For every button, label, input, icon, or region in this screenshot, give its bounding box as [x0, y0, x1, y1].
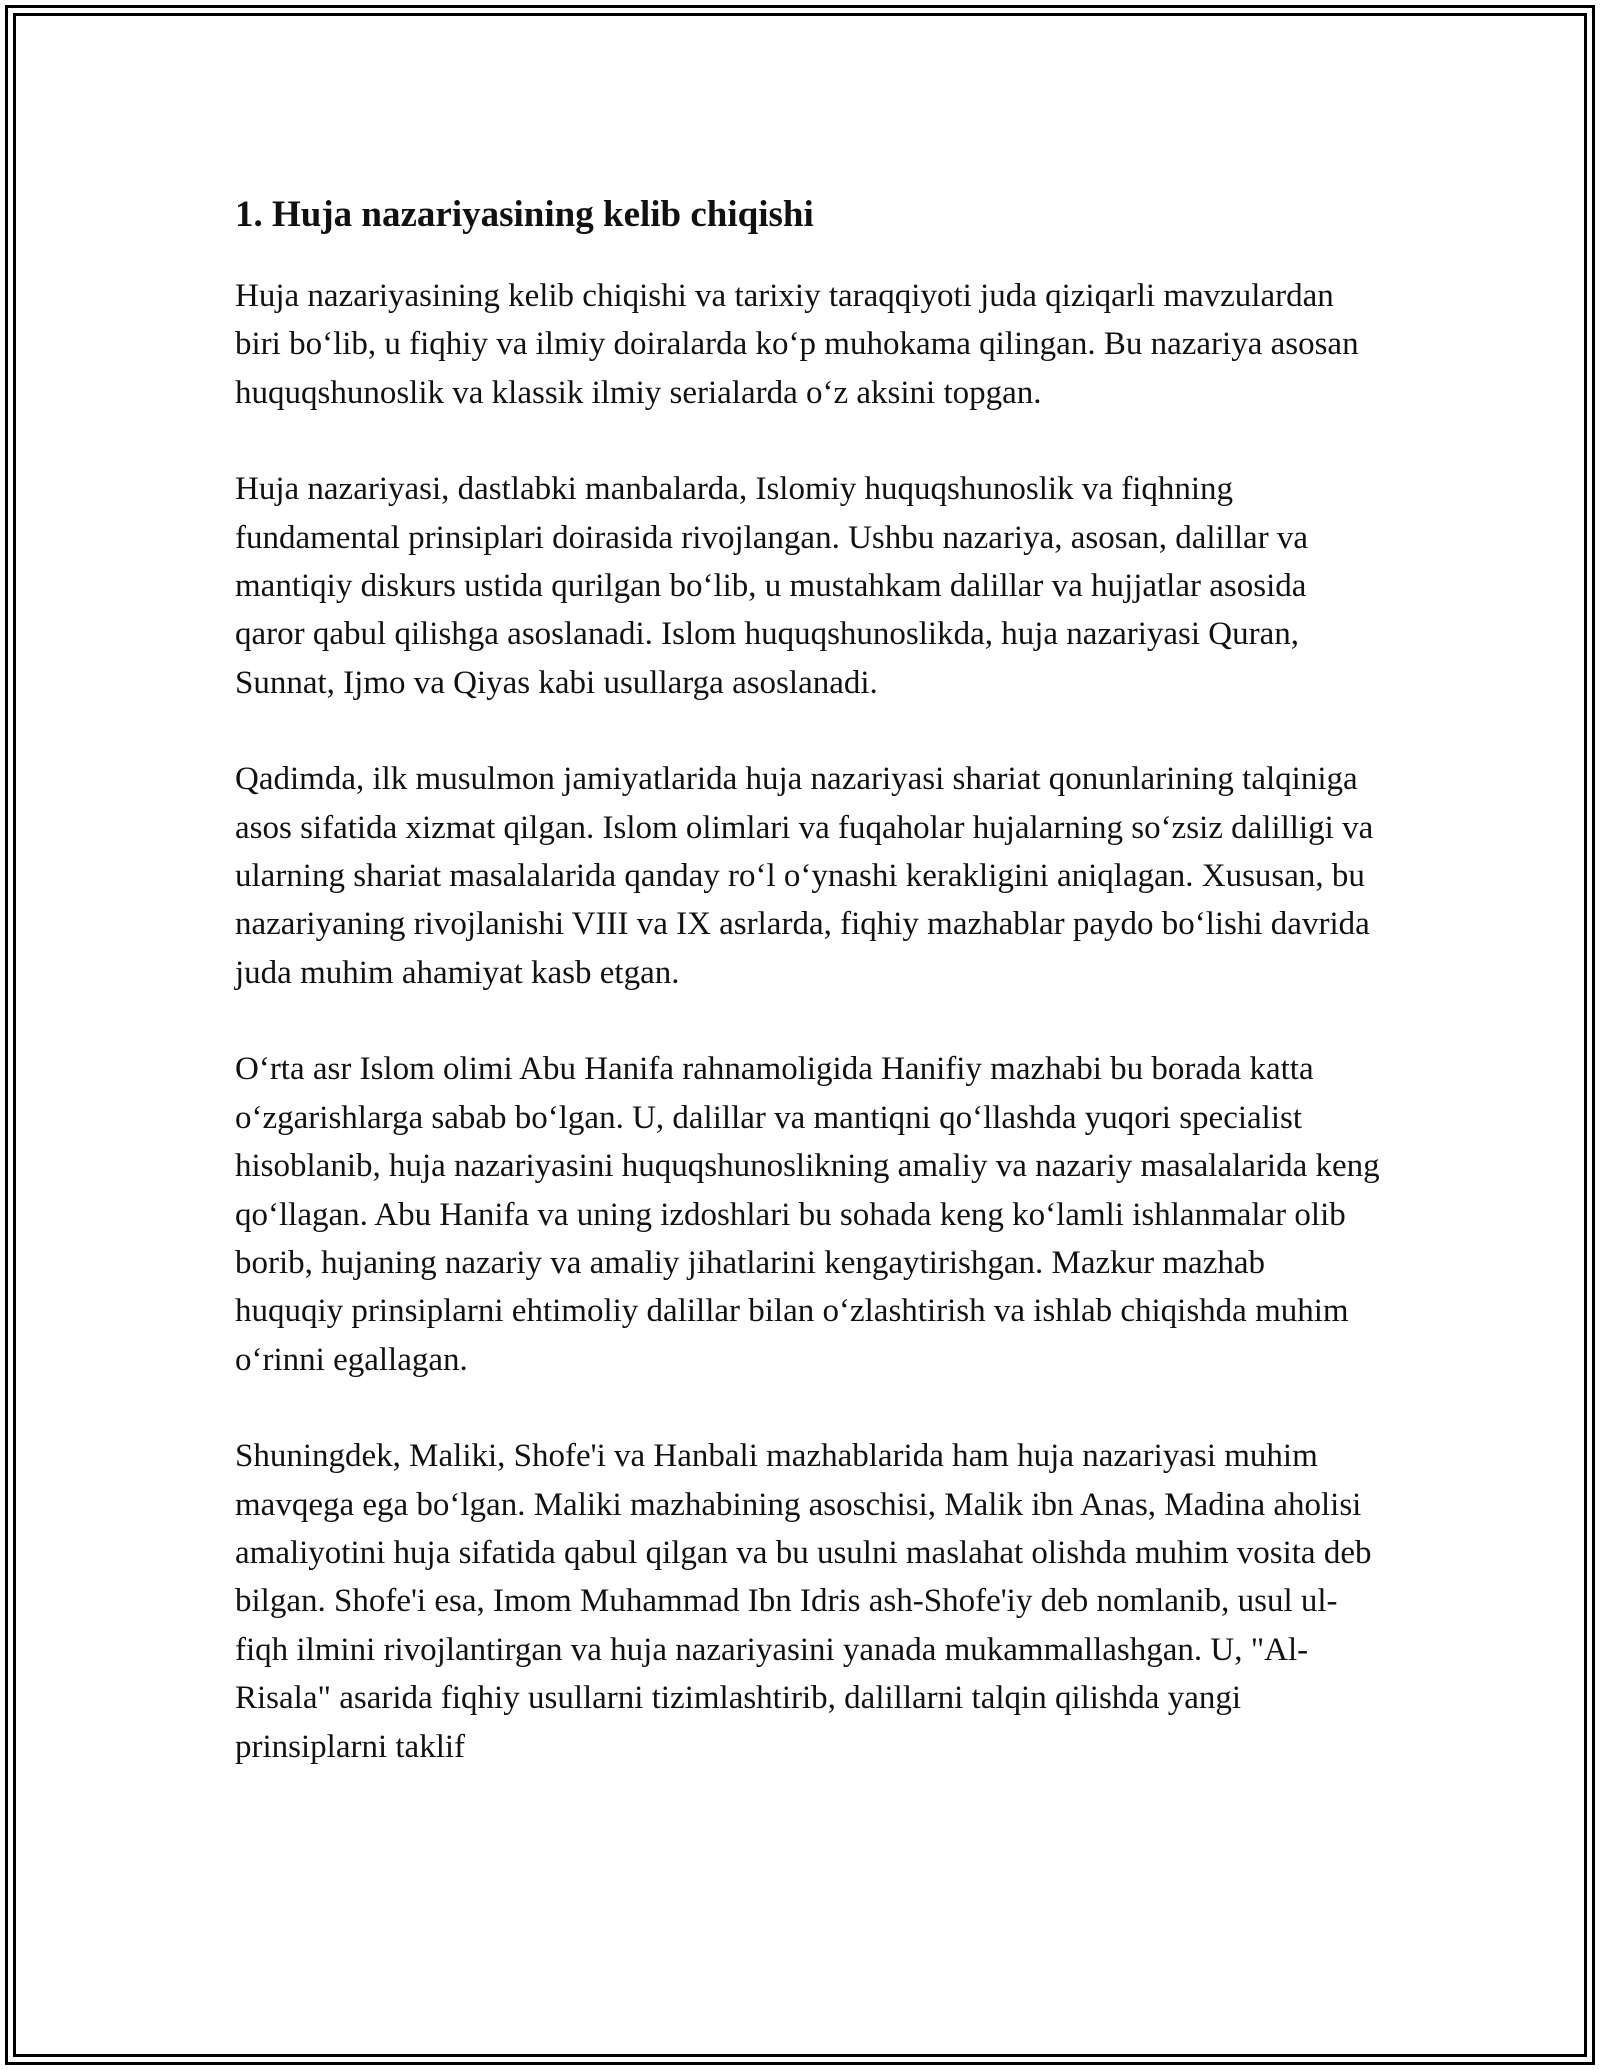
- document-body: [235, 188, 1380, 1771]
- paragraph-2: Huja nazariyasi, dastlabki manbalarda, Islomiy huquqshunoslik va fiqhning fundamental prinsiplari doirasida rivojlangan. Ushbu nazariya, asosan, dalillar va mantiqiy diskurs ustida qurilgan bo‘lib, u mustahkam dalillar va hujjatlar asosida qaror qabul qilishga asoslanadi. Islom huquqshunoslikda, huja nazariyasi Quran, Sunnat, Ijmo va Qiyas kabi usullarga asoslanadi.: [235, 471, 1309, 701]
- paragraph-1: Huja nazariyasining kelib chiqishi va tarixiy taraqqiyoti juda qiziqarli mavzulardan biri bo‘lib, u fiqhiy va ilmiy doiralarda ko‘p muhokama qilingan. Bu nazariya asosan huquqshunoslik va klassik ilmiy serialarda o‘z aksini topgan.: [235, 278, 1359, 411]
- paragraph-4: O‘rta asr Islom olimi Abu Hanifa rahnamoligida Hanifiy mazhabi bu borada katta o‘zgarishlarga sabab bo‘lgan. U, dalillar va mantiqni qo‘llashda yuqori specialist hisoblanib, huja nazariyasini huquqshunoslikning amaliy va nazariy masalalarida keng qo‘llagan. Abu Hanifa va uning izdoshlari bu sohada keng ko‘lamli ishlanmalar olib borib, hujaning nazariy va amaliy jihatlarini kengaytirishgan. Mazkur mazhab huquqiy prinsiplarni ehtimoliy dalillar bilan o‘zlashtirish va ishlab chiqishda muhim o‘rinni egallagan.: [235, 1051, 1380, 1378]
- section-heading: 1. Huja nazariyasining kelib chiqishi: [235, 194, 814, 235]
- paragraph-5: Shuningdek, Maliki, Shofe'i va Hanbali mazhablarida ham huja nazariyasi muhim mavqega ega bo‘lgan. Maliki mazhabining asoschisi, Malik ibn Anas, Madina aholisi amaliyotini huja sifatida qabul qilgan va bu usulni maslahat olishda muhim vosita deb bilgan. Shofe'i esa, Imom Muhammad Ibn Idris ash-Shofe'iy deb nomlanib, usul ul-fiqh ilmini rivojlantirgan va huja nazariyasini yanada mukammallashgan. U, "Al-Risala" asarida fiqhiy usullarni tizimlashtirib, dalillarni talqin qilishda yangi prinsiplarni taklif: [235, 1438, 1372, 1765]
- paragraph-3: Qadimda, ilk musulmon jamiyatlarida huja nazariyasi shariat qonunlarining talqiniga asos sifatida xizmat qilgan. Islom olimlari va fuqaholar hujalarning so‘zsiz dalilligi va ularning shariat masalalarida qanday ro‘l o‘ynashi kerakligini aniqlagan. Xususan, bu nazariyaning rivojlanishi VIII va IX asrlarda, fiqhiy mazhablar paydo bo‘lishi davrida juda muhim ahamiyat kasb etgan.: [235, 761, 1374, 991]
